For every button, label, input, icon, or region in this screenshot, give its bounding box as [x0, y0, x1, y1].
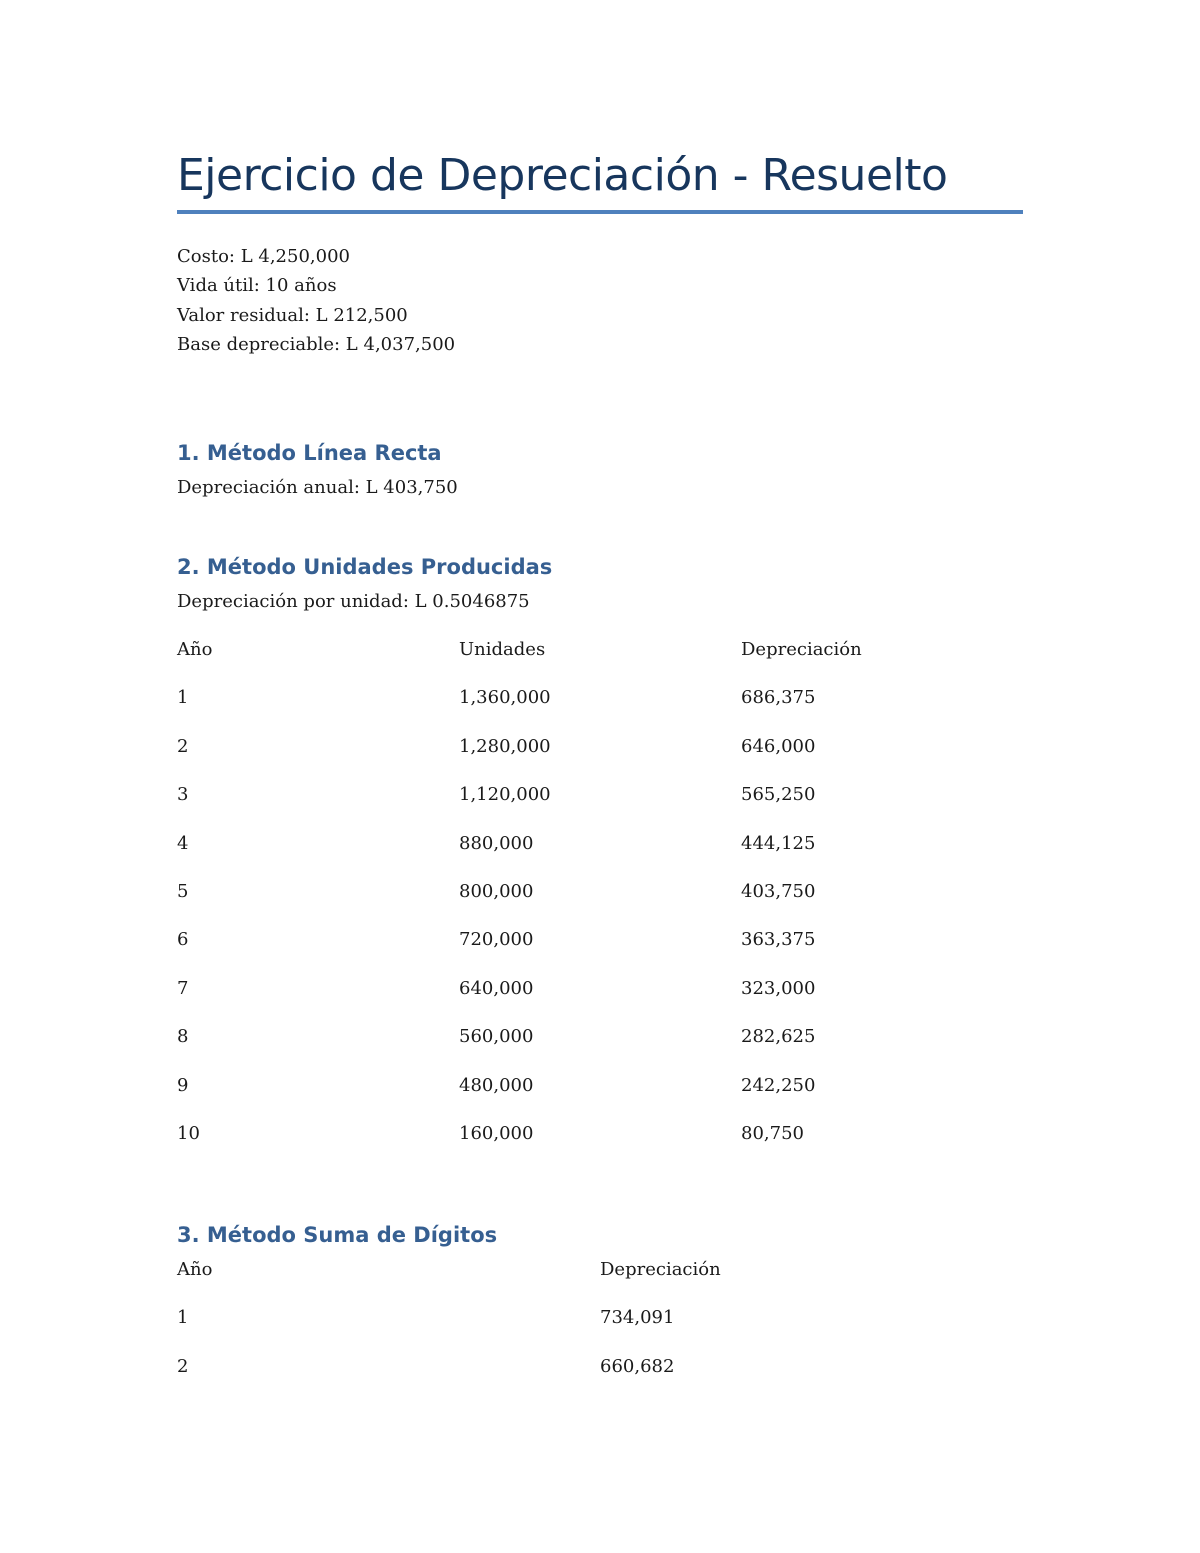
- section-sum-of-digits-heading: 3. Método Suma de Dígitos: [177, 1223, 498, 1247]
- cell-year: 10: [177, 1122, 200, 1144]
- cell-depreciation: 403,750: [741, 880, 816, 902]
- straight-line-annual-depreciation: Depreciación anual: L 403,750: [177, 477, 458, 498]
- cell-year: 1: [177, 687, 189, 709]
- cell-depreciation: 282,625: [741, 1026, 816, 1048]
- cell-units: 1,360,000: [459, 687, 551, 709]
- cell-year: 5: [177, 880, 189, 902]
- cell-depreciation: 242,250: [741, 1074, 816, 1096]
- info-cost: Costo: L 4,250,000: [177, 246, 350, 267]
- cell-units: 480,000: [459, 1074, 534, 1096]
- cell-year: 2: [177, 1355, 189, 1377]
- cell-units: 1,280,000: [459, 735, 551, 757]
- cell-units: 720,000: [459, 929, 534, 951]
- cell-depreciation: 734,091: [600, 1307, 675, 1329]
- title-underline: [177, 210, 1023, 214]
- cell-units: 1,120,000: [459, 784, 551, 806]
- cell-units: 640,000: [459, 977, 534, 999]
- section-straight-line-heading: 1. Método Línea Recta: [177, 441, 442, 465]
- info-depreciable-base: Base depreciable: L 4,037,500: [177, 333, 456, 355]
- cell-year: 9: [177, 1074, 189, 1096]
- cell-year: 8: [177, 1026, 189, 1048]
- info-useful-life: Vida útil: 10 años: [177, 275, 337, 297]
- cell-year: 7: [177, 977, 189, 999]
- cell-year: 1: [177, 1307, 189, 1329]
- cell-depreciation: 80,750: [741, 1122, 804, 1144]
- cell-depreciation: 686,375: [741, 687, 816, 709]
- header-depreciation: Depreciación: [741, 639, 862, 660]
- cell-units: 880,000: [459, 832, 534, 854]
- cell-depreciation: 565,250: [741, 784, 816, 806]
- cell-depreciation: 363,375: [741, 929, 816, 951]
- cell-depreciation: 646,000: [741, 735, 816, 757]
- section-units-produced-heading: 2. Método Unidades Producidas: [177, 555, 553, 579]
- cell-depreciation: 323,000: [741, 977, 816, 999]
- asset-info: [177, 242, 455, 359]
- cell-year: 3: [177, 784, 189, 806]
- units-depreciation-per-unit: Depreciación por unidad: L 0.5046875: [177, 591, 530, 612]
- cell-units: 160,000: [459, 1122, 534, 1144]
- cell-year: 2: [177, 735, 189, 757]
- header-depreciation: Depreciación: [600, 1259, 721, 1280]
- document-title: Ejercicio de Depreciación - Resuelto: [177, 150, 948, 201]
- header-units: Unidades: [459, 639, 546, 660]
- cell-year: 4: [177, 832, 189, 854]
- info-residual-value: Valor residual: L 212,500: [177, 304, 408, 326]
- header-year: Año: [177, 1259, 213, 1280]
- cell-units: 800,000: [459, 880, 534, 902]
- cell-units: 560,000: [459, 1026, 534, 1048]
- cell-depreciation: 660,682: [600, 1355, 675, 1377]
- header-year: Año: [177, 639, 213, 660]
- cell-depreciation: 444,125: [741, 832, 816, 854]
- cell-year: 6: [177, 929, 189, 951]
